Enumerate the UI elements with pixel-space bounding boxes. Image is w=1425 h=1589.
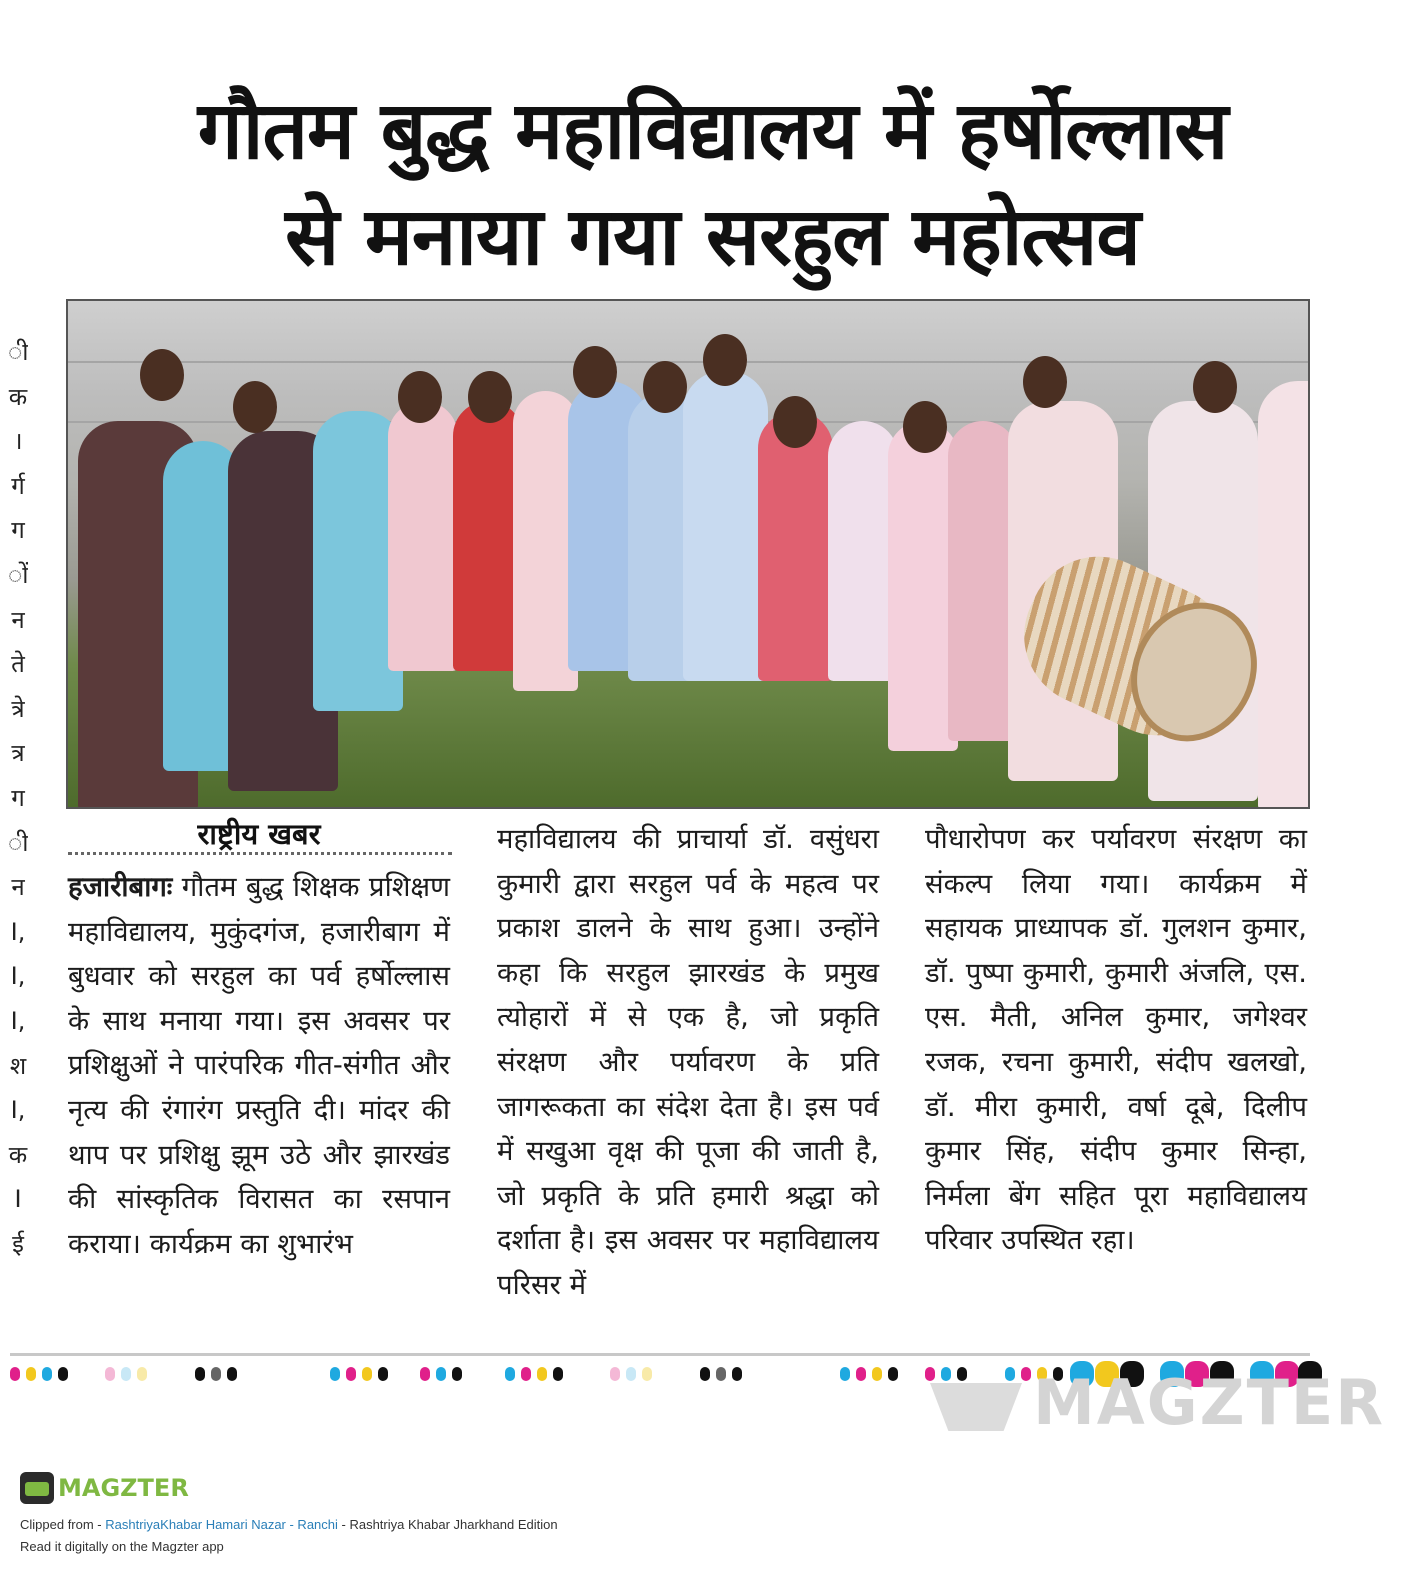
registration-mark (420, 1367, 430, 1381)
fragment-char: त्रे (11, 694, 25, 723)
fragment-char: । (13, 427, 23, 456)
fragment-char: I, (10, 917, 26, 946)
registration-mark (227, 1367, 237, 1381)
fragment-char: क (8, 382, 28, 411)
registration-mark (553, 1367, 563, 1381)
registration-mark (362, 1367, 372, 1381)
fragment-char: I, (10, 1006, 26, 1035)
registration-mark (642, 1367, 652, 1381)
read-digitally-line: Read it digitally on the Magzter app (20, 1539, 224, 1554)
magzter-watermark: MAGZTER (1033, 1366, 1385, 1439)
registration-mark (346, 1367, 356, 1381)
magzter-logo-icon[interactable] (20, 1472, 54, 1504)
registration-mark (330, 1367, 340, 1381)
fragment-char: ी (8, 828, 28, 857)
registration-mark (610, 1367, 620, 1381)
registration-mark (716, 1367, 726, 1381)
registration-mark (10, 1367, 20, 1381)
registration-mark (26, 1367, 36, 1381)
fragment-char: र्ग (11, 471, 25, 500)
dateline: हजारीबागः (68, 871, 173, 903)
fragment-char: त्र (11, 739, 25, 768)
source-label: राष्ट्रीय खबर (197, 817, 321, 851)
column-3-text: पौधारोपण कर पर्यावरण संरक्षण का संकल्प लिया गया। कार्यक्रम में सहायक प्राध्यापक डॉ. गुलशन कुमार, डॉ. पुष्पा कुमारी, कुमारी अंजलि, एस. एस. मैती, अनिल कुमार, जगेश्वर रजक, रचना कुमारी, संदीप खलखो, डॉ. मीरा कुमारी, वर्षा दूबे, दिलीप कुमार सिंह, संदीप कुमार सिन्हा, निर्मला बेंग सहित पूरा महाविद्यालय परिवार उपस्थित रहा। (925, 823, 1307, 1257)
source-divider (68, 852, 452, 855)
registration-mark (436, 1367, 446, 1381)
headline-line-1: गौतम बुद्ध महाविद्यालय में हर्षोल्लास (197, 84, 1228, 177)
registration-mark (195, 1367, 205, 1381)
fragment-char: न (11, 605, 25, 634)
fragment-char: ग (11, 516, 25, 545)
registration-mark (626, 1367, 636, 1381)
registration-mark (840, 1367, 850, 1381)
registration-mark (856, 1367, 866, 1381)
article-column-2 (497, 817, 879, 1308)
adjacent-article-fragment (8, 330, 28, 1266)
clipped-from-line: Clipped from - RashtriyaKhabar Hamari Nazar - Ranchi - Rashtriya Khabar Jharkhand Edition (20, 1517, 558, 1532)
fragment-char: न (11, 873, 25, 902)
article-column-1 (68, 865, 450, 1266)
fragment-char: I, (10, 1096, 26, 1125)
registration-mark (732, 1367, 742, 1381)
registration-mark (537, 1367, 547, 1381)
registration-mark (121, 1367, 131, 1381)
registration-mark (58, 1367, 68, 1381)
magzter-brand[interactable]: MAGZTER (58, 1474, 189, 1502)
fragment-char: ों (8, 560, 28, 589)
fragment-char: श (9, 1051, 27, 1080)
fragment-char: क (8, 1140, 28, 1169)
registration-mark (137, 1367, 147, 1381)
registration-mark (505, 1367, 515, 1381)
registration-mark (105, 1367, 115, 1381)
fragment-char: ग (11, 783, 25, 812)
fragment-char: ई (12, 1229, 24, 1258)
fragment-char: ी (8, 338, 28, 366)
registration-mark (521, 1367, 531, 1381)
registration-mark (42, 1367, 52, 1381)
fragment-char: I (14, 1185, 22, 1214)
print-registration-rule (10, 1353, 1310, 1356)
column-2-text: महाविद्यालय की प्राचार्या डॉ. वसुंधरा कुमारी द्वारा सरहुल पर्व के महत्व पर प्रकाश डालने के साथ हुआ। उन्होंने कहा कि सरहुल झारखंड के प्रमुख त्योहारों में से एक है, जो प्रकृति संरक्षण और पर्यावरण के प्रति जागरूकता का संदेश देता है। इस पर्व में सखुआ वृक्ष की पूजा की जाती है, जो प्रकृति के प्रति हमारी श्रद्धा को दर्शाता है। इस अवसर पर महाविद्यालय परिसर में (497, 823, 879, 1301)
registration-mark (452, 1367, 462, 1381)
article-photo (66, 299, 1310, 809)
column-1-text: गौतम बुद्ध शिक्षक प्रशिक्षण महाविद्यालय, मुकुंदगंज, हजारीबाग में बुधवार को सरहुल का पर्व हर्षोल्लास के साथ मनाया गया। इस अवसर पर प्रशिक्षुओं ने पारंपरिक गीत-संगीत और नृत्य की रंगारंग प्रस्तुति दी। मांदर की थाप पर प्रशिक्षु झूम उठे और झारखंड की सांस्कृतिक विरासत का रसपान कराया। कार्यक्रम का शुभारंभ (68, 871, 450, 1260)
article-column-3 (925, 817, 1307, 1263)
fragment-char: ते (11, 650, 25, 679)
article-headline (60, 78, 1365, 290)
registration-mark (211, 1367, 221, 1381)
registration-mark (888, 1367, 898, 1381)
registration-mark (872, 1367, 882, 1381)
headline-line-2: से मनाया गया सरहुल महोत्सव (285, 190, 1140, 283)
registration-mark (700, 1367, 710, 1381)
registration-mark (378, 1367, 388, 1381)
publication-link[interactable]: RashtriyaKhabar Hamari Nazar - Ranchi (105, 1517, 338, 1532)
fragment-char: I, (10, 962, 26, 991)
